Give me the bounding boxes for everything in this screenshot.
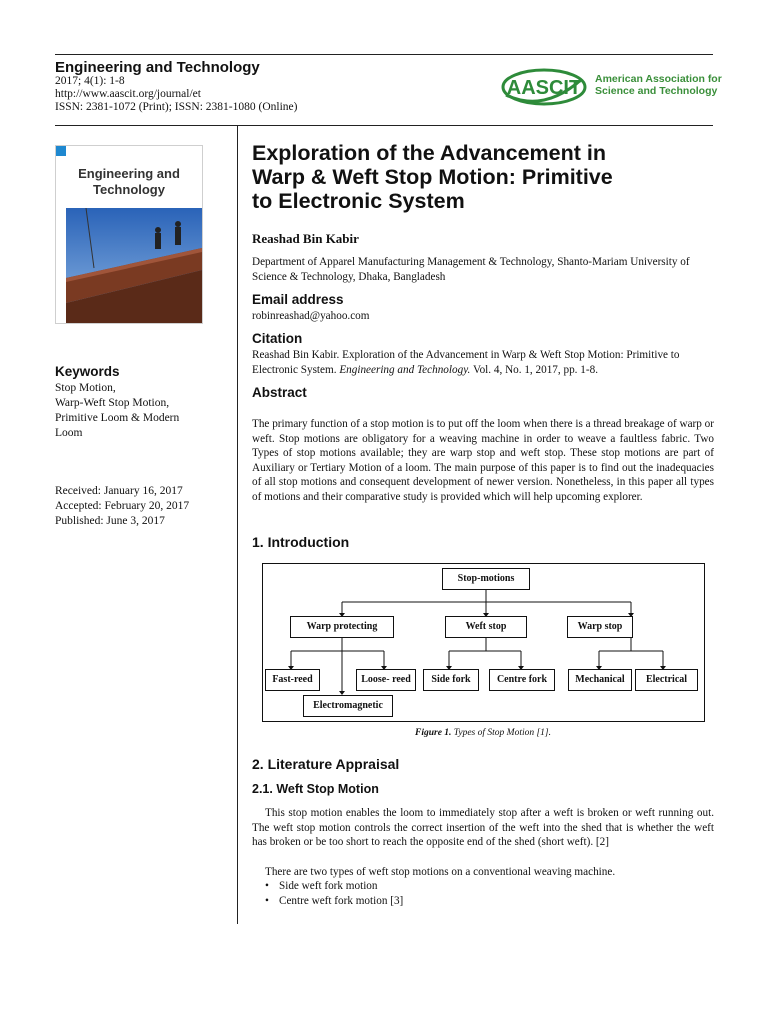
keyword: Loom: [55, 427, 83, 439]
top-rule: [55, 54, 713, 55]
accepted-date: Accepted: February 20, 2017: [55, 500, 190, 512]
org-name-line1: American Association for: [595, 73, 722, 85]
figure-label: Figure 1.: [414, 728, 452, 738]
cover-photo: [66, 208, 202, 323]
weft-stop-heading: 2.1. Weft Stop Motion: [252, 782, 379, 796]
literature-heading: 2. Literature Appraisal: [252, 756, 400, 772]
header-rule: [55, 125, 713, 126]
keyword: Stop Motion,: [55, 382, 116, 394]
received-date: Received: January 16, 2017: [55, 485, 183, 497]
list-item-text: Centre weft fork motion [3]: [279, 895, 404, 907]
citation-heading: Citation: [252, 331, 303, 346]
org-name-line2: Science and Technology: [595, 85, 718, 97]
published-date: Published: June 3, 2017: [55, 515, 165, 527]
email-address[interactable]: robinreashad@yahoo.com: [252, 310, 370, 322]
citation-journal: Engineering and Technology.: [339, 364, 471, 376]
author-affiliation: Department of Apparel Manufacturing Management & Technology, Shanto-Mariam University of Science & Technology, Dhaka, Bangladesh: [252, 256, 690, 283]
column-divider: [237, 126, 238, 924]
figure-caption-text: Types of Stop Motion [1].: [453, 728, 551, 738]
cover-title: [56, 166, 202, 198]
bullet-icon: •: [265, 880, 269, 892]
node-mechanical: Mechanical: [568, 669, 632, 691]
cover-title-line2: Technology: [93, 182, 165, 197]
publication-dates: [55, 484, 189, 529]
journal-cover-image: [55, 145, 203, 324]
svg-text:AASCIT: AASCIT: [506, 77, 582, 99]
node-stop-motions: Stop-motions: [442, 568, 530, 590]
abstract-text: The primary function of a stop motion is to put off the loom when there is a thread breakage of warp or weft. Stop motions are obligatory for a weaving machine in order to weave a faultless fabric. Two Types of stop motions available; they are warp stop and weft stop. These stop motions are part of Auxiliary or Tertiary Motion of a loom. The main purpose of this paper is to find out the inadequacies of all stop motions and consequent development of newer version. Nonetheless, in this paper all types of motions and their comparative study is provided which will help upcoming explorer.: [252, 418, 714, 503]
node-centre-fork: Centre fork: [489, 669, 555, 691]
stop-motion-diagram: [262, 563, 705, 722]
node-side-fork: Side fork: [423, 669, 479, 691]
citation-tail: Vol. 4, No. 1, 2017, pp. 1-8.: [472, 364, 598, 376]
list-item: [265, 895, 403, 907]
title-line: Exploration of the Advancement in: [252, 141, 606, 165]
body-paragraph-2: There are two types of weft stop motions on a conventional weaving machine.: [265, 866, 616, 878]
list-item: [265, 880, 378, 892]
title-line: Warp & Weft Stop Motion: Primitive: [252, 165, 613, 189]
journal-issn: ISSN: 2381-1072 (Print); ISSN: 2381-1080 (Online): [55, 101, 298, 113]
abstract-heading: Abstract: [252, 385, 307, 400]
journal-url[interactable]: http://www.aascit.org/journal/et: [55, 88, 201, 100]
article-title: [252, 141, 722, 213]
keyword: Warp-Weft Stop Motion,: [55, 397, 170, 409]
citation-plain: Reashad Bin Kabir. Exploration of the Advancement in Warp & Weft Stop Motion: Primitive to Electronic System.: [252, 349, 680, 376]
journal-name: Engineering and Technology: [55, 59, 260, 76]
node-electrical: Electrical: [635, 669, 698, 691]
bullet-icon: •: [265, 895, 269, 907]
aascit-logo: [500, 65, 588, 114]
figure-caption: [252, 728, 714, 738]
node-warp-stop: Warp stop: [567, 616, 633, 638]
keywords-heading: Keywords: [55, 364, 120, 379]
title-line: to Electronic System: [252, 189, 465, 213]
cover-accent: [56, 146, 66, 156]
cover-title-line1: Engineering and: [78, 166, 180, 181]
list-item-text: Side weft fork motion: [279, 880, 378, 892]
node-loose-reed: Loose- reed: [356, 669, 416, 691]
node-electromagnetic: Electromagnetic: [303, 695, 393, 717]
organization-name: [595, 73, 725, 97]
keywords-list: [55, 381, 230, 441]
journal-volume: 2017; 4(1): 1-8: [55, 75, 125, 87]
author-name: Reashad Bin Kabir: [252, 231, 359, 246]
email-heading: Email address: [252, 292, 344, 307]
node-weft-stop: Weft stop: [445, 616, 527, 638]
introduction-heading: 1. Introduction: [252, 534, 350, 550]
node-fast-reed: Fast-reed: [265, 669, 320, 691]
body-paragraph: This stop motion enables the loom to immediately stop after a weft is broken or weft running out. The weft stop motion controls the correct insertion of the weft into the shed that is whether the weft has broken or be too short to reach the opposite end of the shed (short weft). [2]: [252, 807, 714, 848]
keyword: Primitive Loom & Modern: [55, 412, 180, 424]
node-warp-protecting: Warp protecting: [290, 616, 394, 638]
citation-text: [252, 348, 717, 378]
